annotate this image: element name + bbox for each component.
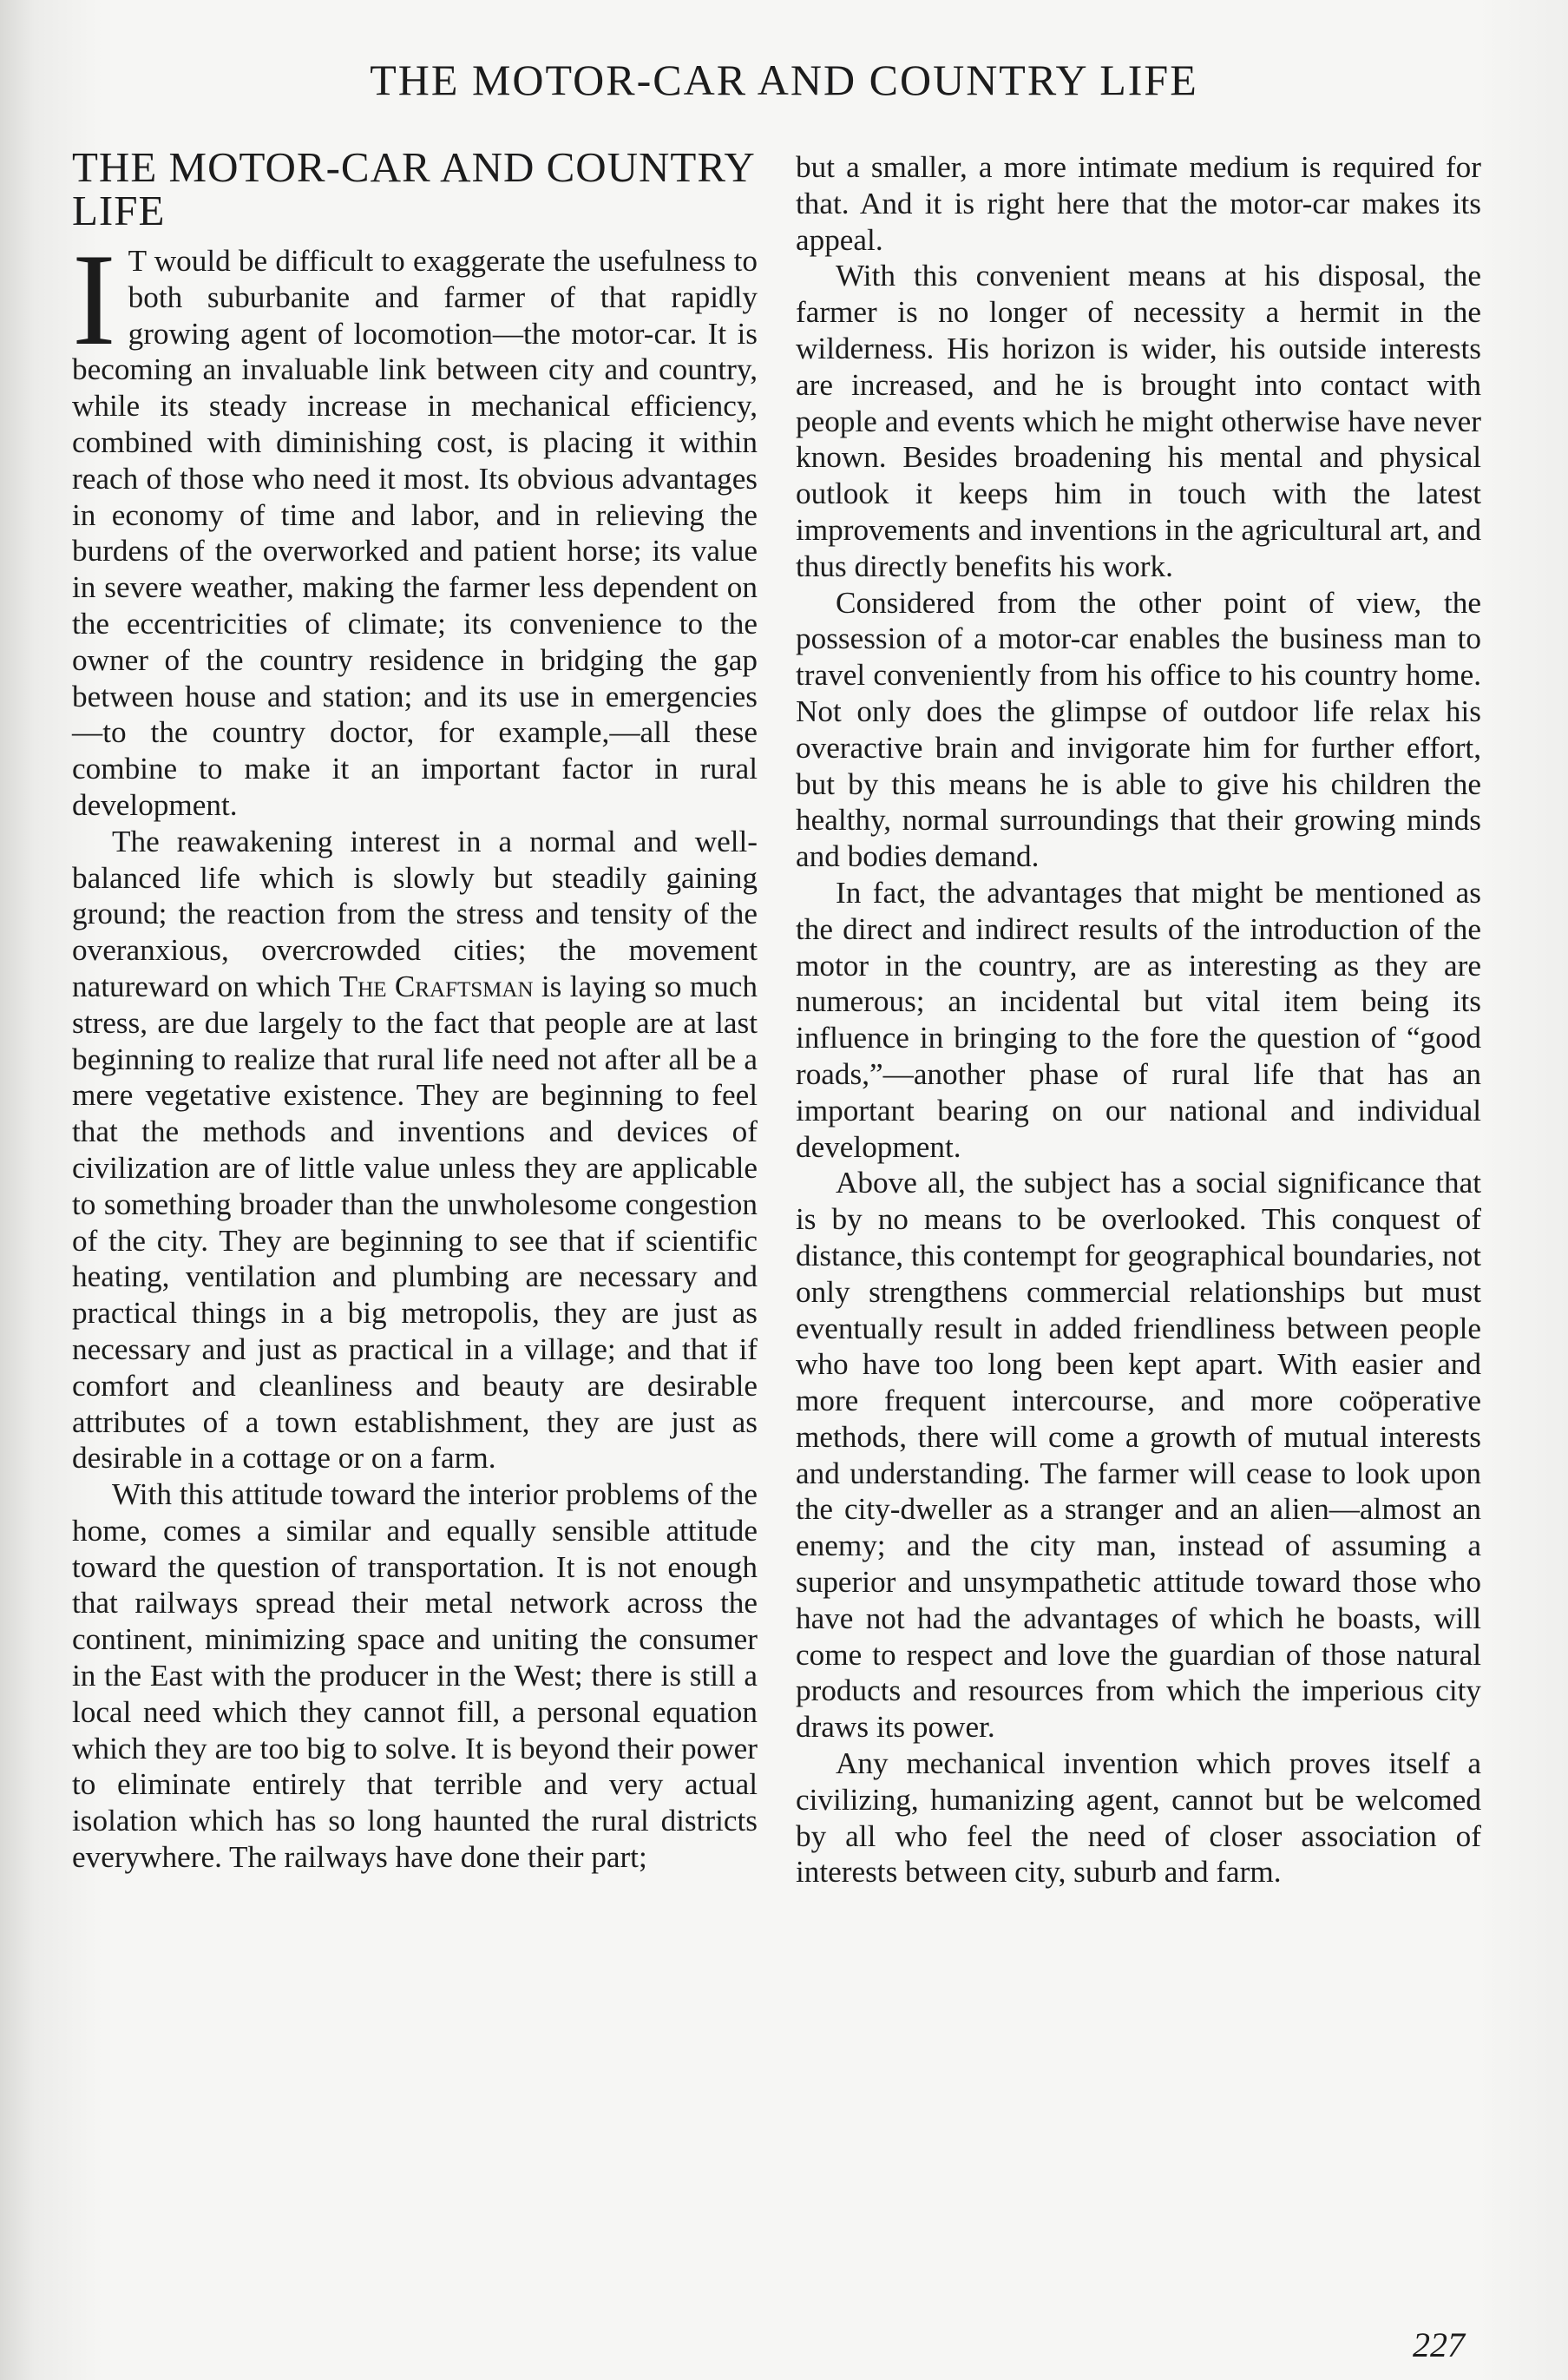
paragraph-transportation-continued: but a smaller, a more intimate medium is required for that. And it is right here that the motor-car makes its appeal. bbox=[796, 150, 1481, 257]
paragraph-reawakening bbox=[72, 824, 758, 1476]
lead-paragraph bbox=[72, 227, 758, 824]
left-column bbox=[72, 143, 758, 1876]
right-column bbox=[796, 149, 1481, 1890]
running-head: THE MOTOR-CAR AND COUNTRY LIFE bbox=[370, 56, 1198, 104]
paragraph-advantages: In fact, the advantages that might be mentioned as the direct and indirect results of the introduction of the motor in the country, are as interesting as they are numerous; an incidental but vital item being its influence in bringing to the fore the question of “good roads,”—another phase of rural life that has an important bearing on our national and individual development. bbox=[796, 875, 1481, 1164]
article-title: THE MOTOR-CAR AND COUNTRY LIFE bbox=[72, 143, 754, 234]
journal-name: The Craftsman bbox=[338, 969, 534, 1003]
drop-cap: I bbox=[72, 227, 116, 372]
paragraph-reawakening-end: is laying so much stress, are due largely to the fact that people are at last beginning to realize that rural life need not after all be a mere vegetative existence. They are beginning to feel that the methods and inventions and devices of civilization are of little value unless they are applicable to something broader than the unwholesome congestion of the city. They are beginning to see that if scientific heating, ventilation and plumbing are necessary and practical things in a big metropolis, they are just as necessary and just as practical in a village; and that if comfort and cleanliness and beauty are desirable attributes of a town establishment, they are just as desirable in a cottage or on a farm. bbox=[72, 969, 758, 1476]
lead-text: T would be difficult to exaggerate the usefulness to both suburbanite and farmer of that rapidly growing agent of locomotion—the motor-car. It is becoming an invaluable link between city and country, while its steady increase in mechanical efficiency, combined with diminishing cost, is placing it within reach of those who need it most. Its obvious advantages in economy of time and labor, and in relieving the burdens of the overworked and patient horse; its value in severe weather, making the farmer less dependent on the eccentricities of climate; its convenience to the owner of the country residence in bridging the gap between house and station; and its use in emergencies—to the country doctor, for example,—all these combine to make it an important factor in rural development. bbox=[72, 244, 758, 822]
paragraph-conclusion: Any mechanical invention which proves itself a civilizing, humanizing agent, cannot but be welcomed by all who feel the need of closer association of interests between city, suburb and farm. bbox=[796, 1746, 1481, 1890]
page-number: 227 bbox=[1413, 2325, 1465, 2364]
paragraph-social: Above all, the subject has a social significance that is by no means to be overlooked. This conquest of distance, this contempt for geographical boundaries, not only strengthens commercial relationships but must eventually result in added friendliness between people who have too long been kept apart. With easier and more frequent intercourse, and more coöperative methods, there will come a growth of mutual interests and understanding. The farmer will cease to look upon the city-dweller as a stranger and an alien—almost an enemy; and the city man, instead of assuming a superior and unsympathetic attitude toward those who have not had the advantages of which he boasts, will come to respect and love the guardian of those natural products and resources from which the imperious city draws its power. bbox=[796, 1166, 1481, 1745]
paragraph-reawakening-start: The reawakening interest in a normal and well-balanced life which is slowly but steadily gaining ground; the reaction from the stress and tensity of the overanxious, overcrowded cities; the movement natureward on which bbox=[72, 824, 758, 1003]
paragraph-transportation: With this attitude toward the interior problems of the home, comes a similar and equally sensible attitude toward the question of transportation. It is not enough that railways spread their metal network across the continent, minimizing space and uniting the consumer in the East with the producer in the West; there is still a local need which they cannot fill, a personal equation which they are too big to solve. It is beyond their power to eliminate entirely that terrible and very actual isolation which has so long haunted the rural districts everywhere. The railways have done their part; bbox=[72, 1477, 758, 1875]
paragraph-farmer: With this convenient means at his disposal, the farmer is no longer of necessity a hermit in the wilderness. His horizon is wider, his outside interests are increased, and he is brought into contact with people and events which he might otherwise have never known. Besides broadening his mental and physical outlook it keeps him in touch with the latest improvements and inventions in the agricultural art, and thus directly benefits his work. bbox=[796, 259, 1481, 583]
paragraph-business-man: Considered from the other point of view, the possession of a motor-car enables the business man to travel conveniently from his office to his country home. Not only does the glimpse of outdoor life relax his overactive brain and invigorate him for further effort, but by this means he is able to give his children the healthy, normal surroundings that their growing minds and bodies demand. bbox=[796, 585, 1481, 874]
